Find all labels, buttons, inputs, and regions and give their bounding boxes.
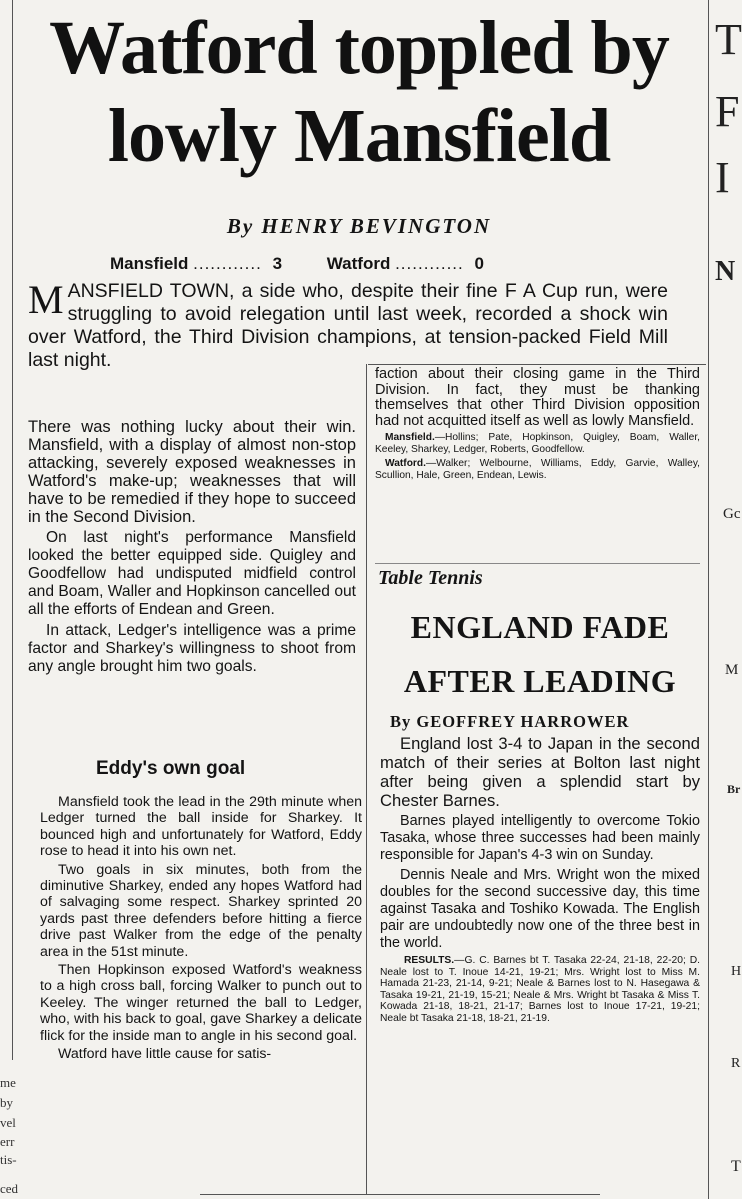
- article-paragraph: In attack, Ledger's intelligence was a prime factor and Sharkey's willingness to shoot from any angle brought him two goals.: [28, 622, 356, 675]
- drop-cap: M: [28, 277, 64, 322]
- article-paragraph: Mansfield took the lead in the 29th minute when Ledger turned the ball inside for Sharkey. It bounced high and unfortunately for Watford, Eddy rose to head it into his own net.: [40, 794, 362, 860]
- scoreline: [110, 254, 630, 274]
- right-fragment: T: [731, 1158, 741, 1175]
- article-body-lower: [40, 794, 362, 1065]
- tt-headline: [375, 600, 705, 708]
- right-fragment: Br: [727, 782, 741, 796]
- left-fragment: err: [0, 1134, 15, 1149]
- lead-paragraph: [28, 277, 668, 372]
- results-text: —G. C. Barnes bt T. Tasaka 22-24, 21-18, 22-20; D. Neale lost to T. Inoue 14-21, 19-21; Mrs. Wright lost to Miss M. Hamada 21-23, 21-14, 9-21; Neale & Barnes lost to N. Hasegawa & Tasaka 19-21, 21-19, 15-21; Neale & Mrs. Wright bt Tasaka & Miss T. Kowada 21-18, 18-21, 21-17; Barnes lost to Inoue 17-21, 19-21; Neale bt Tasaka 21-18, 18-21, 21-19.: [380, 955, 700, 1024]
- article-paragraph: Then Hopkinson exposed Watford's weakness to a high cross ball, forcing Walker to punch out to Keeley. The winger returned the ball to Ledger, who, with his back to goal, gave Sharkey a delicate flick for the inside man to angle in his second goal.: [40, 962, 362, 1044]
- away-team: Watford: [326, 254, 391, 273]
- headline-line: AFTER LEADING: [403, 663, 677, 699]
- score-leader: ............: [395, 254, 464, 273]
- tt-body: [380, 734, 700, 1028]
- away-score: 0: [474, 254, 484, 273]
- right-fragment: Gc: [723, 506, 741, 522]
- left-fragment: tis-: [0, 1152, 17, 1167]
- bottom-rule: [200, 1194, 600, 1195]
- right-fragment: T: [715, 15, 742, 64]
- headline-line: ENGLAND FADE: [410, 609, 670, 645]
- right-fragment: N: [715, 256, 736, 287]
- left-fragment: by: [0, 1095, 13, 1110]
- lineup-players: —Hollins; Pate, Hopkinson, Quigley, Boam, Waller, Keeley, Sharkey, Ledger, Roberts, Goodfellow.: [375, 432, 700, 455]
- right-fragment: I: [715, 153, 730, 202]
- article-paragraph: Watford have little cause for satis-: [58, 1046, 272, 1063]
- right-adjacent-column: [708, 0, 742, 1199]
- tt-results: [380, 955, 700, 1025]
- lineup-label: Watford.: [385, 458, 426, 469]
- tt-byline: By GEOFFREY HARROWER: [390, 712, 630, 731]
- article-paragraph: There was nothing lucky about their win. Mansfield, with a display of almost non-stop attacking, severely exposed weaknesses in Watford's make-up; weaknesses that will have to be remedied if they hope to succeed in the Second Division.: [28, 418, 356, 526]
- right-fragment: F: [715, 87, 740, 136]
- article-body-left: [28, 418, 356, 679]
- right-fragment: H: [731, 964, 742, 979]
- tt-paragraph: England lost 3-4 to Japan in the second match of their series at Bolton last night after being given a splendid start by Chester Barnes.: [380, 734, 700, 810]
- right-fragment: R: [731, 1056, 741, 1071]
- section-divider: [375, 563, 700, 564]
- left-adjacent-column: [0, 0, 19, 1199]
- right-fragment: M: [725, 662, 739, 678]
- article-subheading: Eddy's own goal: [96, 758, 246, 779]
- left-fragment: me: [0, 1075, 16, 1090]
- column-rule-left: [12, 0, 13, 1060]
- left-fragment: vel: [0, 1115, 16, 1130]
- lineup-label: Mansfield.: [385, 432, 435, 443]
- tt-paragraph: Dennis Neale and Mrs. Wright won the mixed doubles for the second successive day, this time against Tasaka and Toshiko Kowada. The English pair are undoubtedly now one of the three best in the world.: [380, 867, 700, 951]
- article-byline: By HENRY BEVINGTON: [226, 214, 492, 238]
- lineup-players: —Walker; Welbourne, Williams, Eddy, Garvie, Walley, Scullion, Hale, Green, Endean, Lewis.: [375, 458, 700, 481]
- article-headline: [14, 4, 704, 180]
- tt-paragraph: Barnes played intelligently to overcome Tokio Tasaka, whose three successes had been mainly responsible for Japan's 4-3 win on Sunday.: [380, 813, 700, 863]
- left-fragment: ced: [0, 1181, 19, 1196]
- headline-line: lowly Mansfield: [107, 94, 611, 178]
- mansfield-lineup: [375, 432, 700, 455]
- lead-text: ANSFIELD TOWN, a side who, despite their fine F A Cup run, were struggling to avoid relegation until last week, recorded a shock win over Watford, the Third Division champions, at tension-packed Field Mill last night.: [28, 280, 668, 371]
- article-body-right: [375, 367, 700, 481]
- home-score: 3: [272, 254, 283, 273]
- score-leader: ............: [193, 254, 262, 273]
- headline-line: Watford toppled by: [49, 6, 669, 90]
- continuation-paragraph: faction about their closing game in the Third Division. In fact, they must be thanking themselves that other Third Division opposition had not acquitted itself as well as lowly Mansfield.: [375, 366, 700, 429]
- section-label: Table Tennis: [378, 567, 483, 589]
- article-paragraph: Two goals in six minutes, both from the diminutive Sharkey, ended any hopes Watford had of salvaging some respect. Sharkey sprinted 20 yards past three defenders before hitting a fierce drive past Walker from the edge of the penalty area in the 51st minute.: [40, 861, 362, 960]
- results-label: RESULTS.: [404, 955, 455, 966]
- watford-lineup: [375, 458, 700, 481]
- home-team: Mansfield: [110, 254, 189, 273]
- column-rule-middle: [366, 364, 367, 1194]
- article-paragraph: On last night's performance Mansfield looked the better equipped side. Quigley and Goodfellow had undisputed midfield control and Boam, Waller and Hopkinson cancelled out all the efforts of Endean and Green.: [28, 529, 356, 618]
